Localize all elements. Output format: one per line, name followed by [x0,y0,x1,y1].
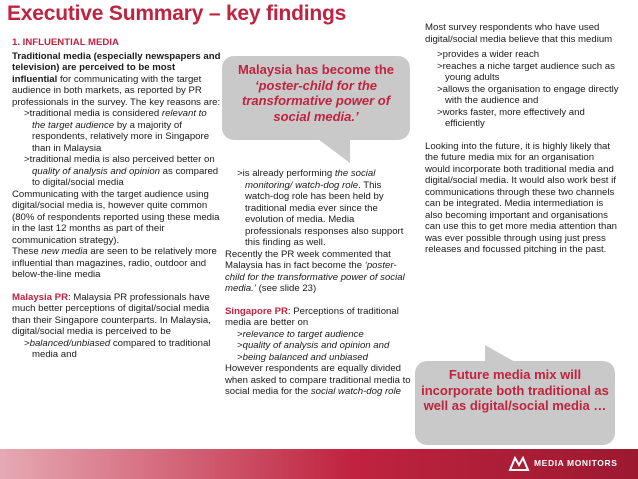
bullet-text: allows the organisation to engage directly with the audience and [442,83,619,106]
bullet-text: compared to traditional media and [32,337,211,360]
bullet-text: traditional media is also perceived better on [29,154,215,165]
bullet-works-faster [425,107,621,130]
paragraph-text: However respondents are equally divided when asked to compare traditional media to social media for the [225,363,411,397]
media-monitors-logo-icon [508,454,530,472]
bullet-wider-reach [425,49,621,61]
bullet-italic-text: relevant to the target audience [32,108,207,131]
bullet-text: provides a wider reach [442,49,540,60]
bullet-text: works faster, more effectively and efficiently [442,106,585,129]
bullet-marker: > [437,106,443,118]
bullet-text: . This watch-dog role has been held by traditional media ever since the evolution of media. Media professionals responses also support this finding as well. [245,179,404,248]
media-monitors-logo [508,454,618,472]
bullet-italic-text: being balanced and unbiased [242,351,368,363]
bullet-relevance [225,329,411,341]
bullet-marker: > [237,168,243,179]
bullet-text: traditional media is considered [29,108,162,119]
malaysia-pr-label: Malaysia PR [12,291,68,303]
column-influential-media [12,37,222,361]
logo-text: MEDIA MONITORS [534,458,618,468]
bullet-marker: > [24,154,30,165]
paragraph-text: Recently the PR week commented that Malaysia has in fact become the [225,248,391,271]
paragraph-text: These [12,246,42,257]
intro-paragraph [12,51,222,109]
paragraph-text: : Perceptions of traditional media are better on [225,305,399,328]
bullet-text: is already performing [242,168,335,179]
bullet-italic-text: quality of analysis and opinion [32,165,161,177]
bullet-marker: > [24,337,30,349]
spacer [225,295,411,306]
paragraph-italic-text: ‘poster-child for the transformative power of social media.’ [225,260,405,294]
paragraph-text: are seen to be relatively more influential than magazines, radio, outdoor and below-the-line media [12,246,217,280]
bullet-text: as compared to digital/social media [32,165,219,188]
spacer [12,281,222,292]
bullet-marker: > [24,108,30,119]
intro-bold-text: Traditional media (especially newspapers and television) are perceived to be most influential [12,50,221,85]
new-media-paragraph [12,246,222,281]
bullet-quality-analysis [225,340,411,352]
pr-week-paragraph [225,249,411,295]
bullet-text: by a majority of respondents, relatively more in Singapore than in Malaysia [32,119,210,154]
bullet-marker: > [437,83,443,95]
bullet-marker: > [237,340,243,351]
column-right [425,22,621,256]
callout-tail [318,139,350,163]
bullet-marker: > [437,60,443,72]
bullet-marker: > [437,49,443,60]
equally-divided-paragraph [225,363,411,398]
bullet-quality [12,154,222,189]
callout-future-media-mix: Future media mix will incorporate both traditional as well as digital/social media … [415,361,615,445]
future-paragraph: Looking into the future, it is highly likely that the future media mix for an organisation would incorporate both traditional media and digital/social media. It would also work best if communications through these two channels can be integrated. Media intermediation is also becoming important and organisations can use this to get more media attention than was ever possible through using just press releases and focussed pitching in the past. [425,140,617,255]
bullet-niche-audience [425,61,621,84]
bullet-relevant [12,108,222,154]
singapore-pr-paragraph [225,306,411,329]
bullet-marker: > [237,328,243,340]
bullet-balanced [12,338,222,361]
bullet-watchdog [225,168,411,249]
page-title: Executive Summary – key findings [7,2,347,25]
bullet-marker: > [237,351,243,363]
paragraph-italic-text: new media [41,246,88,257]
digital-usage-paragraph: Communicating with the target audience using digital/social media is, however quite common (80% of respondents reported using these media in the last 12 months as part of their communication strategy). [12,188,220,246]
bullet-italic-text: the social monitoring/ watch-dog role [245,168,376,191]
paragraph-text: (see slide 23) [255,283,317,294]
callout-line-italic: ‘poster-child for the transformative power of social media.’ [241,77,391,124]
bullet-italic-text: relevance to target audience [242,328,364,340]
spacer [425,130,621,141]
singapore-pr-label: Singapore PR [225,305,288,317]
section-heading: 1. INFLUENTIAL MEDIA [12,37,119,48]
callout-malaysia-poster-child [222,56,410,140]
malaysia-pr-paragraph [12,292,222,338]
bullet-italic-text: quality of analysis and opinion and [242,340,390,351]
paragraph-text: : Malaysia PR professionals have much better perceptions of digital/social media than their Singapore counterparts. In Malaysia, digital/social media is perceived to be [12,291,211,337]
callout-tail [485,345,515,362]
bullet-text: reaches a niche target audience such as young adults [442,60,615,83]
callout-line: Malaysia has become the [237,62,395,77]
column-middle [225,168,411,398]
paragraph-italic-text: social watch-dog role [310,386,401,397]
intro-text: for communicating with the target audience in both markets, as reported by PR professionals in the survey. The key reasons are: [12,73,221,108]
bullet-engage-directly [425,84,621,107]
bullet-italic-text: balanced/unbiased [29,337,111,349]
bullet-unbiased [225,352,411,364]
survey-respondents-paragraph: Most survey respondents who have used digital/social media believe that this medium [425,22,613,45]
